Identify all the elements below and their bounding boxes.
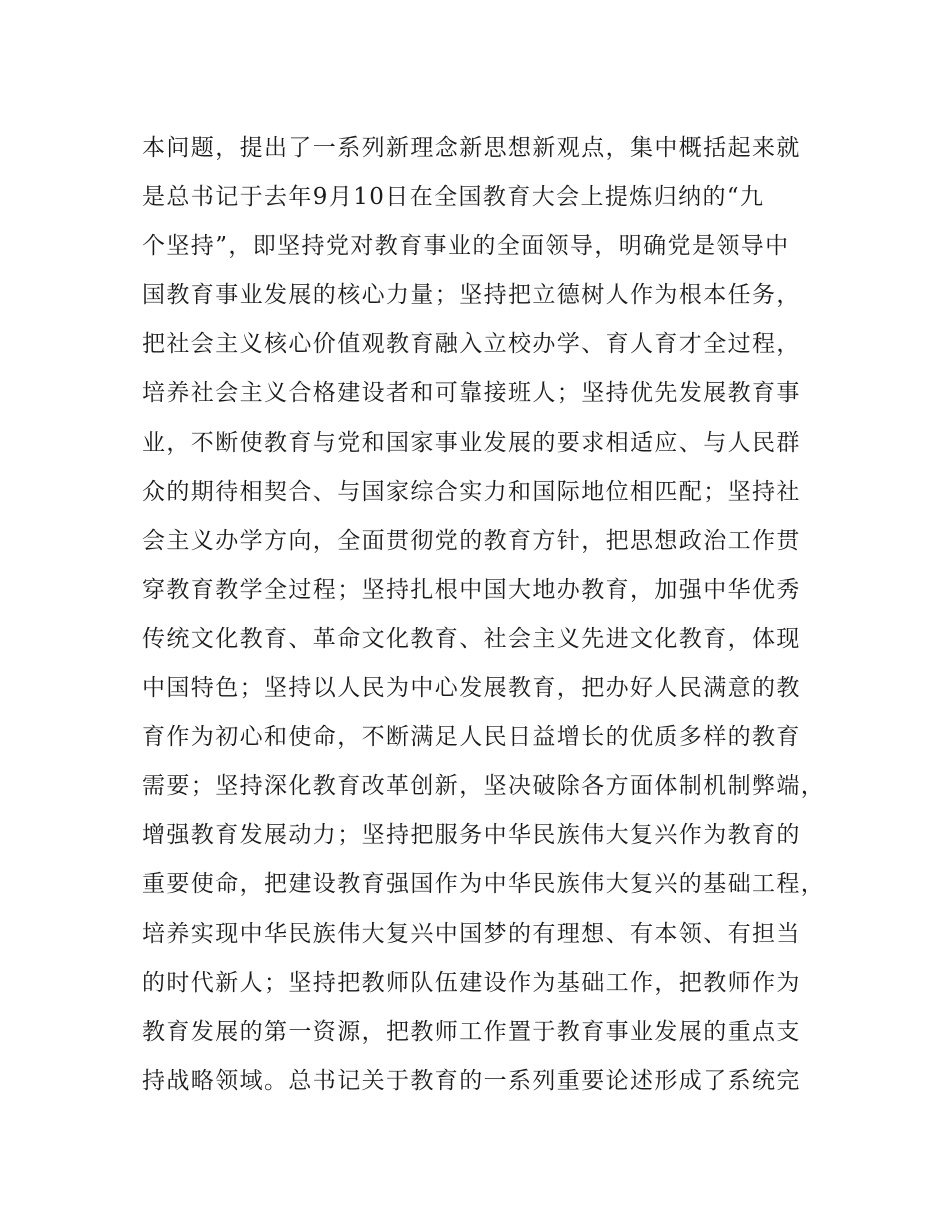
text-line: 培养实现中华民族伟大复兴中国梦的有理想、有本领、有担当 [142, 920, 801, 947]
text-line: 育作为初心和使命，不断满足人民日益增长的优质多样的教育 [142, 724, 801, 751]
text-line: 个坚持”，即坚持党对教育事业的全面领导，明确党是领导中 [142, 233, 790, 260]
text-line: 穿教育教学全过程；坚持扎根中国大地办教育，加强中华优秀 [142, 576, 801, 603]
text-line: 增强教育发展动力；坚持把服务中华民族伟大复兴作为教育的 [142, 822, 801, 849]
text-line: 业，不断使教育与党和国家事业发展的要求相适应、与人民群 [142, 429, 801, 456]
text-line: 国教育事业发展的核心力量；坚持把立德树人作为根本任务， [142, 282, 801, 309]
text-line: 传统文化教育、革命文化教育、社会主义先进文化教育，体现 [142, 625, 801, 652]
body-text [142, 124, 842, 1106]
text-line: 是总书记于去年9月10日在全国教育大会上提炼归纳的“九 [142, 184, 765, 211]
text-line: 教育发展的第一资源，把教师工作置于教育事业发展的重点支 [142, 1018, 801, 1045]
text-line: 会主义办学方向，全面贯彻党的教育方针，把思想政治工作贯 [142, 527, 801, 554]
text-line: 本问题，提出了一系列新理念新思想新观点，集中概括起来就 [142, 135, 801, 161]
text-line: 培养社会主义合格建设者和可靠接班人；坚持优先发展教育事 [142, 380, 801, 407]
text-line: 把社会主义核心价值观教育融入立校办学、育人育才全过程， [142, 331, 801, 358]
text-line: 持战略领域。总书记关于教育的一系列重要论述形成了系统完 [142, 1067, 801, 1094]
text-line: 重要使命，把建设教育强国作为中华民族伟大复兴的基础工程， [142, 871, 826, 898]
text-line: 需要；坚持深化教育改革创新，坚决破除各方面体制机制弊端， [142, 773, 826, 800]
text-line: 的时代新人；坚持把教师队伍建设作为基础工作，把教师作为 [142, 969, 801, 996]
text-line: 中国特色；坚持以人民为中心发展教育，把办好人民满意的教 [142, 675, 801, 702]
text-line: 众的期待相契合、与国家综合实力和国际地位相匹配；坚持社 [142, 478, 801, 505]
